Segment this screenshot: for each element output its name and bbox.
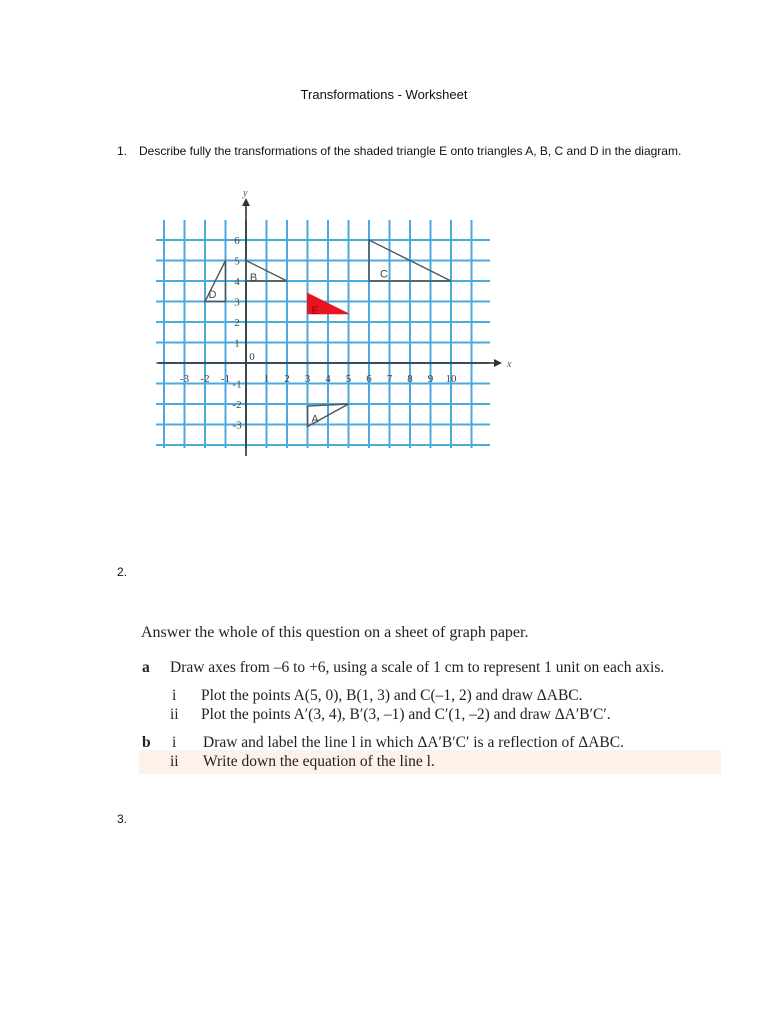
q2-a-i-label: i [172, 687, 177, 704]
triangle-label-e: E [311, 305, 319, 318]
y-tick-label: -2 [232, 399, 242, 411]
y-tick-label: 2 [234, 317, 240, 329]
x-tick-label: 8 [407, 373, 413, 385]
x-tick-label: 10 [445, 373, 457, 385]
triangle-label-d: D [208, 288, 217, 301]
y-tick-label: -1 [232, 378, 242, 391]
triangle-label-b: B [249, 272, 258, 285]
q2-b-i-label: i [172, 734, 177, 751]
q2-a-ii-text: Plot the points A′(3, 4), B′(3, –1) and C′(1, –2) and draw ΔA′B′C′. [201, 706, 611, 723]
y-tick-label: -3 [232, 419, 242, 432]
tick-labels [180, 235, 457, 432]
q2-a-text: Draw axes from –6 to +6, using a scale of 1 cm to represent 1 unit on each axis. [170, 659, 665, 676]
q2-b-ii-label: ii [170, 753, 179, 770]
question-1-number: 1. [117, 144, 128, 158]
y-tick-label: 5 [234, 255, 240, 268]
x-tick-label: 3 [304, 373, 311, 385]
q2-b-i-text: Draw and label the line l in which ΔA′B′C′ is a reflection of ΔABC. [203, 734, 624, 751]
triangle-label-c: C [380, 268, 389, 281]
transformations-grid-figure [140, 186, 520, 456]
q2-b-label: b [142, 734, 151, 751]
question-2-number: 2. [117, 565, 128, 579]
q2-a-label: a [142, 659, 150, 676]
triangle-label-a: A [311, 413, 319, 426]
q2-a-i-text: Plot the points A(5, 0), B(1, 3) and C(–1, 2) and draw ΔABC. [201, 687, 583, 704]
grid-lines [156, 220, 490, 448]
question-1-text: Describe fully the transformations of the shaded triangle E onto triangles A, B, C and D in the diagram. [139, 144, 682, 158]
x-axis-arrow [494, 359, 502, 367]
x-tick-label: 9 [427, 373, 434, 385]
y-axis-arrow [242, 198, 250, 206]
y-axis-label: y [243, 188, 248, 199]
q2-b-ii-text: Write down the equation of the line l. [203, 753, 435, 770]
x-tick-label: -2 [200, 373, 210, 385]
x-tick-label: 1 [263, 373, 270, 385]
x-tick-label: 4 [325, 373, 331, 385]
y-tick-label: 6 [234, 235, 240, 247]
x-tick-label: -1 [220, 373, 231, 385]
question-3-number: 3. [117, 812, 128, 826]
x-tick-label: 7 [386, 373, 393, 385]
x-axis-label: x [507, 359, 512, 370]
q2-a-ii-label: ii [170, 706, 179, 723]
y-tick-label: 1 [234, 337, 240, 350]
q2-intro: Answer the whole of this question on a sheet of graph paper. [141, 624, 529, 641]
origin-label: 0 [249, 351, 255, 363]
x-tick-label: 6 [366, 373, 372, 385]
y-tick-label: 3 [234, 296, 240, 309]
x-tick-label: 2 [284, 373, 290, 385]
y-tick-label: 4 [234, 276, 240, 288]
x-tick-label: -3 [179, 373, 190, 385]
x-tick-label: 5 [345, 373, 352, 385]
page-title: Transformations - Worksheet [300, 87, 468, 102]
